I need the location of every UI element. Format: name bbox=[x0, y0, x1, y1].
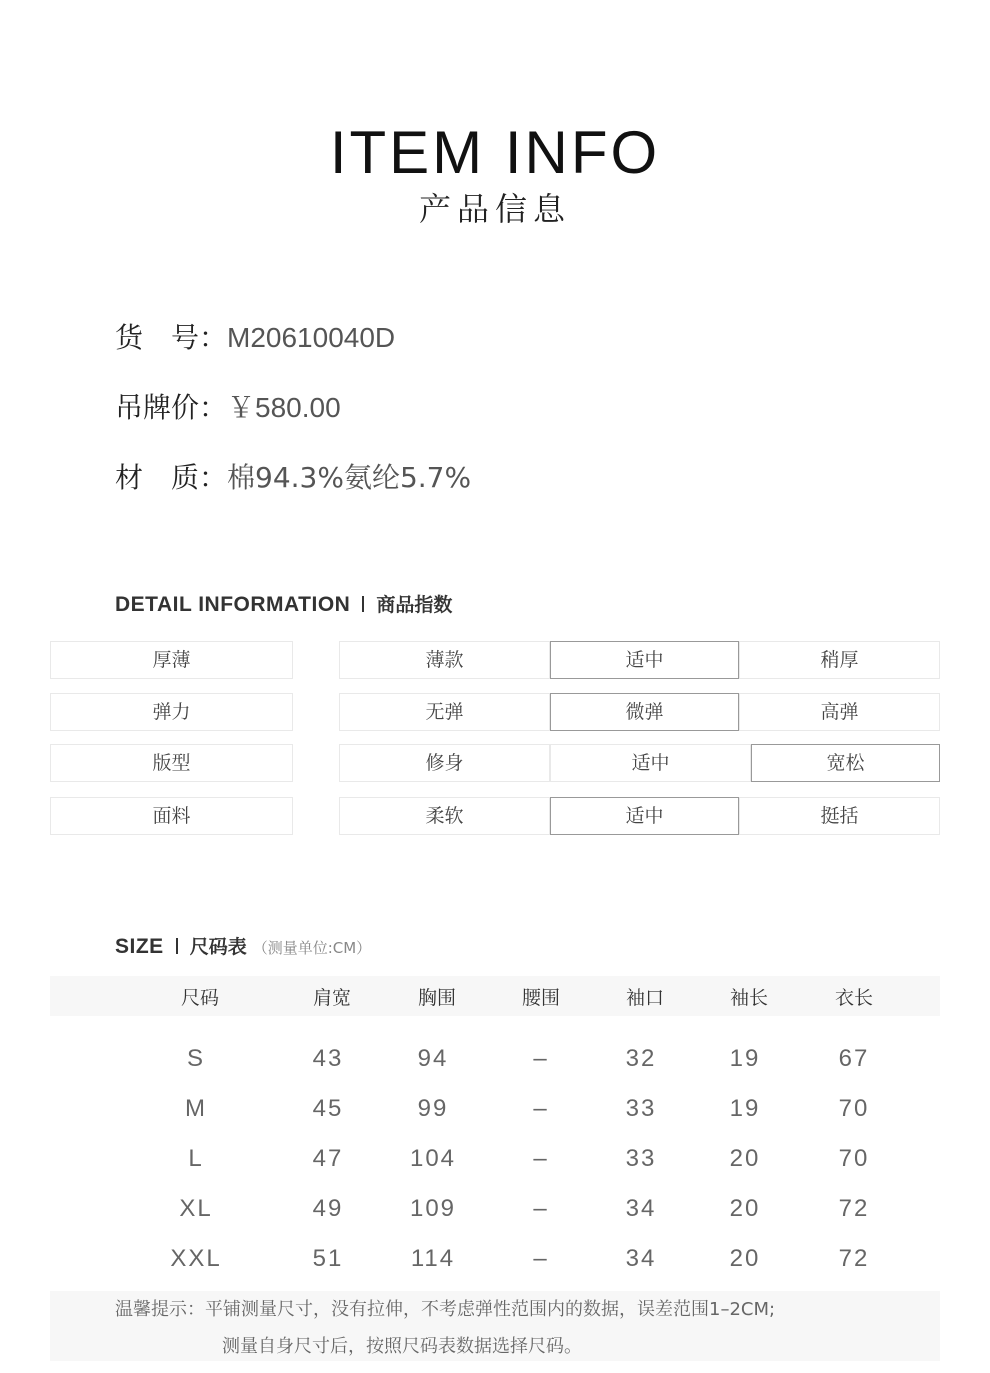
size-cell: – bbox=[533, 1095, 549, 1122]
detail-heading-en: DETAIL INFORMATION bbox=[115, 593, 351, 616]
size-cell: 67 bbox=[838, 1045, 870, 1072]
detail-option-selected: 宽松 bbox=[751, 744, 940, 782]
size-cell: 47 bbox=[312, 1145, 344, 1172]
size-cell: 43 bbox=[312, 1045, 344, 1072]
size-cell: 34 bbox=[625, 1245, 657, 1272]
size-heading bbox=[115, 932, 371, 959]
size-cell: 20 bbox=[729, 1195, 761, 1222]
info-tag-price bbox=[115, 386, 341, 426]
size-cell: XL bbox=[179, 1195, 213, 1222]
detail-option: 修身 bbox=[339, 744, 550, 782]
size-cell: 33 bbox=[625, 1145, 657, 1172]
size-cell: 49 bbox=[312, 1195, 344, 1222]
note-line-2: 测量自身尺寸后，按照尺码表数据选择尺码。 bbox=[222, 1336, 582, 1357]
size-cell: S bbox=[186, 1045, 205, 1072]
size-cell: 109 bbox=[409, 1195, 457, 1222]
size-cell: M bbox=[185, 1095, 207, 1122]
detail-option-selected: 微弹 bbox=[550, 693, 739, 731]
size-header-cell: 肩宽 bbox=[312, 987, 351, 1009]
info-label: 吊牌价： bbox=[115, 391, 228, 424]
size-cell: 32 bbox=[625, 1045, 657, 1072]
title-chinese: 产品信息 bbox=[418, 190, 571, 228]
size-cell: 19 bbox=[729, 1095, 761, 1122]
detail-option-selected: 适中 bbox=[550, 641, 739, 679]
size-cell: 94 bbox=[417, 1045, 449, 1072]
size-cell: 45 bbox=[312, 1095, 344, 1122]
size-heading-en: SIZE bbox=[115, 935, 164, 958]
size-cell: 70 bbox=[838, 1145, 870, 1172]
detail-option: 高弹 bbox=[739, 693, 940, 731]
size-cell: 72 bbox=[838, 1195, 870, 1222]
size-header-cell: 腰围 bbox=[521, 987, 560, 1009]
size-header-cell: 袖长 bbox=[729, 987, 768, 1009]
detail-row-name: 厚薄 bbox=[50, 641, 293, 679]
size-cell: 70 bbox=[838, 1095, 870, 1122]
detail-row-name: 版型 bbox=[50, 744, 293, 782]
size-cell: 20 bbox=[729, 1245, 761, 1272]
size-cell: 114 bbox=[410, 1245, 456, 1272]
size-unit: （测量单位:CM） bbox=[252, 939, 372, 957]
info-label: 材 质： bbox=[115, 461, 228, 494]
size-header-cell: 尺码 bbox=[180, 987, 219, 1009]
size-cell: 34 bbox=[625, 1195, 657, 1222]
info-value: M20610040D bbox=[227, 322, 396, 353]
detail-option-selected: 适中 bbox=[550, 797, 739, 835]
detail-option: 薄款 bbox=[339, 641, 550, 679]
size-cell: 33 bbox=[625, 1095, 657, 1122]
size-heading-cn: 尺码表 bbox=[189, 936, 247, 958]
detail-option: 无弹 bbox=[339, 693, 550, 731]
detail-row-name: 面料 bbox=[50, 797, 293, 835]
note-line-1: 温馨提示：平铺测量尺寸，没有拉伸，不考虑弹性范围内的数据，误差范围1–2CM; bbox=[115, 1299, 776, 1320]
size-cell: 104 bbox=[409, 1145, 457, 1172]
size-cell: 51 bbox=[312, 1245, 344, 1272]
info-material bbox=[115, 456, 471, 496]
info-value: 棉94.3%氨纶5.7% bbox=[227, 461, 472, 494]
size-cell: XXL bbox=[170, 1245, 222, 1272]
size-cell: 20 bbox=[729, 1145, 761, 1172]
size-cell: – bbox=[533, 1145, 549, 1172]
size-cell: L bbox=[188, 1145, 204, 1172]
size-cell: – bbox=[533, 1195, 549, 1222]
size-cell: – bbox=[533, 1245, 549, 1272]
size-cell: 72 bbox=[838, 1245, 870, 1272]
info-label: 货 号： bbox=[115, 321, 228, 354]
detail-option: 适中 bbox=[550, 744, 751, 782]
size-cell: – bbox=[533, 1045, 549, 1072]
detail-row-name: 弹力 bbox=[50, 693, 293, 731]
detail-option: 挺括 bbox=[739, 797, 940, 835]
size-cell: 19 bbox=[729, 1045, 761, 1072]
detail-option: 柔软 bbox=[339, 797, 550, 835]
size-header-cell: 袖口 bbox=[625, 987, 664, 1009]
detail-heading-cn: 商品指数 bbox=[376, 594, 453, 616]
detail-option: 稍厚 bbox=[739, 641, 940, 679]
size-cell: 99 bbox=[417, 1095, 449, 1122]
info-value: ￥580.00 bbox=[227, 392, 341, 423]
heading-divider bbox=[176, 938, 178, 954]
heading-divider bbox=[362, 596, 364, 612]
info-item-number bbox=[115, 316, 395, 356]
size-header-cell: 胸围 bbox=[417, 987, 456, 1009]
detail-heading bbox=[115, 590, 452, 617]
size-header-cell: 衣长 bbox=[834, 987, 873, 1009]
title-english: ITEM INFO bbox=[329, 119, 661, 186]
